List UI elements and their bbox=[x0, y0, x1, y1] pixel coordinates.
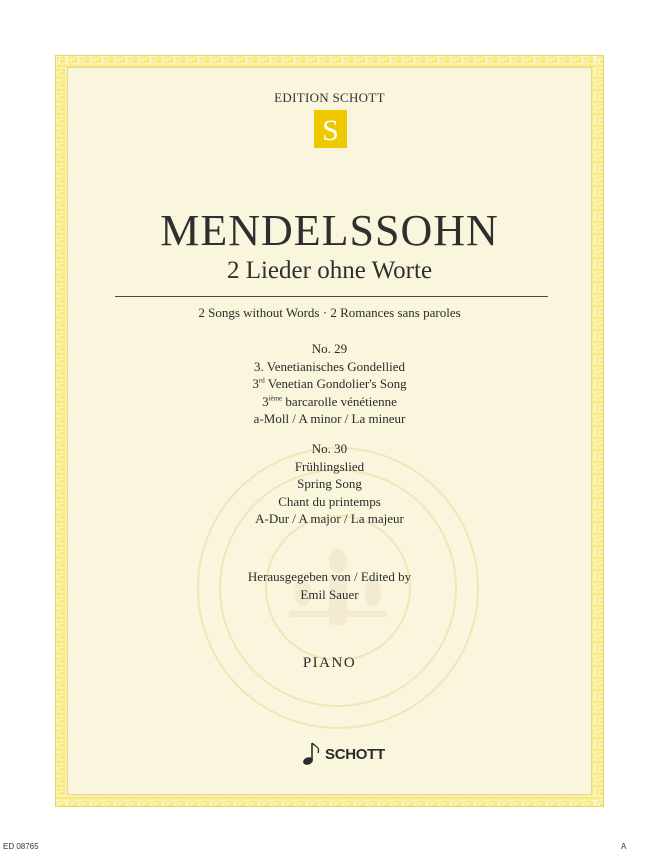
music-note-icon bbox=[298, 741, 324, 769]
piece-title-fr: Chant du printemps bbox=[278, 493, 381, 509]
work-title: 2 Lieder ohne Worte bbox=[226, 257, 433, 284]
piece-title-de: 3. Venetianisches Gondellied bbox=[253, 358, 406, 374]
work-subtitle: 2 Songs without Words · 2 Romances sans paroles bbox=[198, 305, 461, 320]
piece-block-30 bbox=[68, 440, 591, 528]
editor-name: Emil Sauer bbox=[300, 586, 359, 602]
inner-panel bbox=[67, 67, 592, 795]
piece-key: a-Moll / A minor / La mineur bbox=[253, 411, 406, 426]
publisher-name: SCHOTT bbox=[325, 746, 385, 763]
edition-number: ED 08765 bbox=[3, 842, 39, 851]
instrument-label: PIANO bbox=[302, 655, 357, 671]
piece-number: No. 30 bbox=[311, 441, 348, 456]
piece-title-en: 3rd Venetian Gondolier's Song bbox=[252, 376, 407, 391]
editor-block bbox=[68, 568, 591, 603]
piece-title-en: Spring Song bbox=[297, 476, 362, 491]
piece-title-de: Frühlingslied bbox=[294, 458, 365, 474]
piece-block-29 bbox=[68, 340, 591, 428]
composer-name: MENDELSSOHN bbox=[160, 206, 499, 255]
piece-title-fr: 3ième barcarolle vénétienne bbox=[262, 393, 397, 409]
logo-letter: S bbox=[322, 114, 339, 147]
editor-label: Herausgegeben von / Edited by bbox=[247, 569, 412, 584]
edition-label: EDITION SCHOTT bbox=[274, 90, 385, 105]
title-divider bbox=[115, 296, 548, 297]
publisher-logo bbox=[298, 741, 390, 769]
piece-key: A-Dur / A major / La majeur bbox=[255, 511, 404, 526]
piece-number: No. 29 bbox=[311, 341, 348, 356]
cover bbox=[55, 55, 604, 807]
corner-letter: A bbox=[621, 842, 627, 851]
schott-s-logo-icon bbox=[314, 110, 347, 148]
